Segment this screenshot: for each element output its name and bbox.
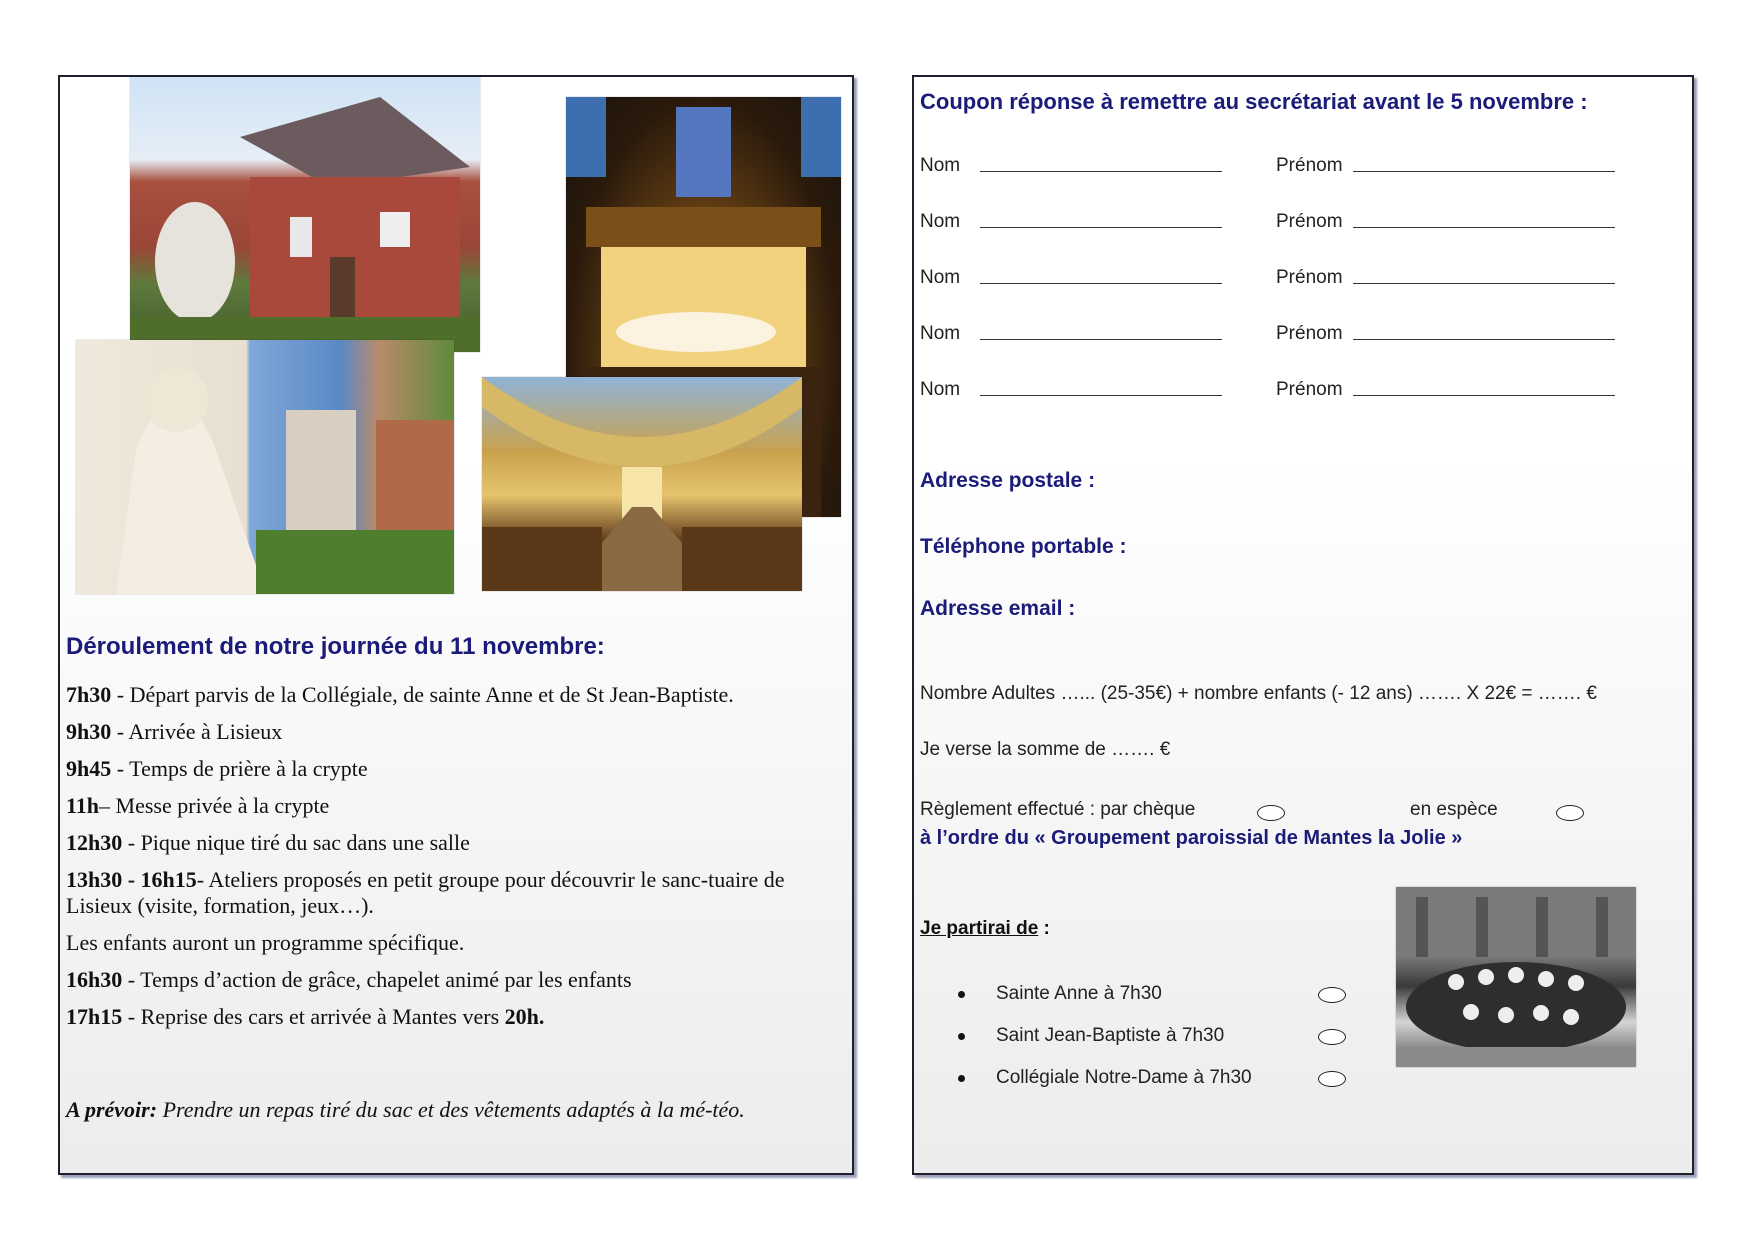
programme-item: Les enfants auront un programme spécifique. bbox=[66, 930, 465, 955]
programme-item: 12h30 - Pique nique tiré du sac dans une salle bbox=[66, 830, 470, 855]
photo-saint-statue bbox=[76, 340, 454, 594]
prenom-label: Prénom bbox=[1276, 267, 1343, 288]
telephone-label: Téléphone portable : bbox=[920, 535, 1127, 558]
programme-note bbox=[66, 1097, 836, 1123]
programme-item: 11h– Messe privée à la crypte bbox=[66, 793, 330, 818]
programme-item: 9h45 - Temps de prière à la crypte bbox=[66, 756, 368, 781]
programme-item: 17h15 - Reprise des cars et arrivée à Mantes vers 20h. bbox=[66, 1004, 545, 1029]
reglement-label: Règlement effectué : par chèque bbox=[920, 799, 1196, 820]
cheque-radio[interactable] bbox=[1257, 805, 1285, 821]
nom-label: Nom bbox=[920, 323, 961, 344]
programme-panel bbox=[58, 75, 854, 1175]
programme-title: Déroulement de notre journée du 11 novembre: bbox=[66, 633, 605, 660]
prenom-field[interactable] bbox=[1353, 395, 1615, 396]
coupon-title: Coupon réponse à remettre au secrétariat avant le 5 novembre : bbox=[920, 89, 1588, 114]
espece-label: en espèce bbox=[1410, 799, 1498, 820]
ordre-line: à l’ordre du « Groupement paroissial de Mantes la Jolie » bbox=[920, 827, 1463, 849]
prenom-label: Prénom bbox=[1276, 379, 1343, 400]
prenom-label: Prénom bbox=[1276, 211, 1343, 232]
programme-item: 7h30 - Départ parvis de la Collégiale, de sainte Anne et de St Jean-Baptiste. bbox=[66, 682, 734, 707]
nom-field[interactable] bbox=[980, 395, 1222, 396]
prenom-field[interactable] bbox=[1353, 227, 1615, 228]
nom-label: Nom bbox=[920, 267, 961, 288]
nom-field[interactable] bbox=[980, 339, 1222, 340]
partirai-label: Je partirai de : bbox=[920, 918, 1050, 939]
departure-radio-saint-jean-baptiste[interactable] bbox=[1318, 1029, 1346, 1045]
prenom-label: Prénom bbox=[1276, 323, 1343, 344]
espece-radio[interactable] bbox=[1556, 805, 1584, 821]
email-label: Adresse email : bbox=[920, 597, 1076, 620]
departure-radio-sainte-anne[interactable] bbox=[1318, 987, 1346, 1003]
programme-item: 13h30 - 16h15- Ateliers proposés en petit groupe pour découvrir le sanc-tuaire de Lisieux (visite, formation, jeux…). bbox=[66, 867, 785, 918]
departure-radio-collegiale[interactable] bbox=[1318, 1071, 1346, 1087]
nombre-line: Nombre Adultes …... (25-35€) + nombre enfants (- 12 ans) ……. X 22€ = ……. € bbox=[920, 683, 1597, 704]
nom-field[interactable] bbox=[980, 227, 1222, 228]
prenom-field[interactable] bbox=[1353, 339, 1615, 340]
coupon-panel: Coupon réponse à remettre au secrétariat avant le 5 novembre : Nom Prénom Nom Prénom Nom Prénom Nom Prénom Nom Prénom Adresse postale : Téléphone portable : Adresse email : Nombre Adultes …... (25-35€) + nombre enfants (- 12 ans) ……. X 22€ = ……. € Je verse la somme de ……. € Règlement effectué : par chèque en espèce à l’ordre du « Groupement paroissial de Mantes la Jolie » Je partirai de : Sainte Anne à 7h30 Saint Jean-Baptiste à 7h30 Collégiale Notre-Dame à 7h30 bbox=[912, 75, 1694, 1175]
bullet-icon bbox=[958, 1033, 965, 1040]
photo-house-with-statue bbox=[130, 77, 480, 352]
bullet-icon bbox=[958, 991, 965, 998]
photo-crypt-interior bbox=[482, 377, 802, 591]
nom-field[interactable] bbox=[980, 283, 1222, 284]
programme-item: 16h30 - Temps d’action de grâce, chapelet animé par les enfants bbox=[66, 967, 632, 992]
programme-list bbox=[66, 682, 836, 1041]
somme-line: Je verse la somme de ……. € bbox=[920, 739, 1171, 760]
prenom-label: Prénom bbox=[1276, 155, 1343, 176]
note-text: Prendre un repas tiré du sac et des vêtements adaptés à la mé-téo. bbox=[157, 1097, 745, 1122]
programme-item: 9h30 - Arrivée à Lisieux bbox=[66, 719, 283, 744]
nom-label: Nom bbox=[920, 211, 961, 232]
adresse-postale-label: Adresse postale : bbox=[920, 469, 1096, 492]
prenom-field[interactable] bbox=[1353, 171, 1615, 172]
prenom-field[interactable] bbox=[1353, 283, 1615, 284]
nom-label: Nom bbox=[920, 155, 961, 176]
bullet-icon bbox=[958, 1075, 965, 1082]
photo-nuns-group bbox=[1396, 887, 1636, 1067]
nom-field[interactable] bbox=[980, 171, 1222, 172]
note-label: A prévoir: bbox=[66, 1097, 158, 1122]
nom-label: Nom bbox=[920, 379, 961, 400]
